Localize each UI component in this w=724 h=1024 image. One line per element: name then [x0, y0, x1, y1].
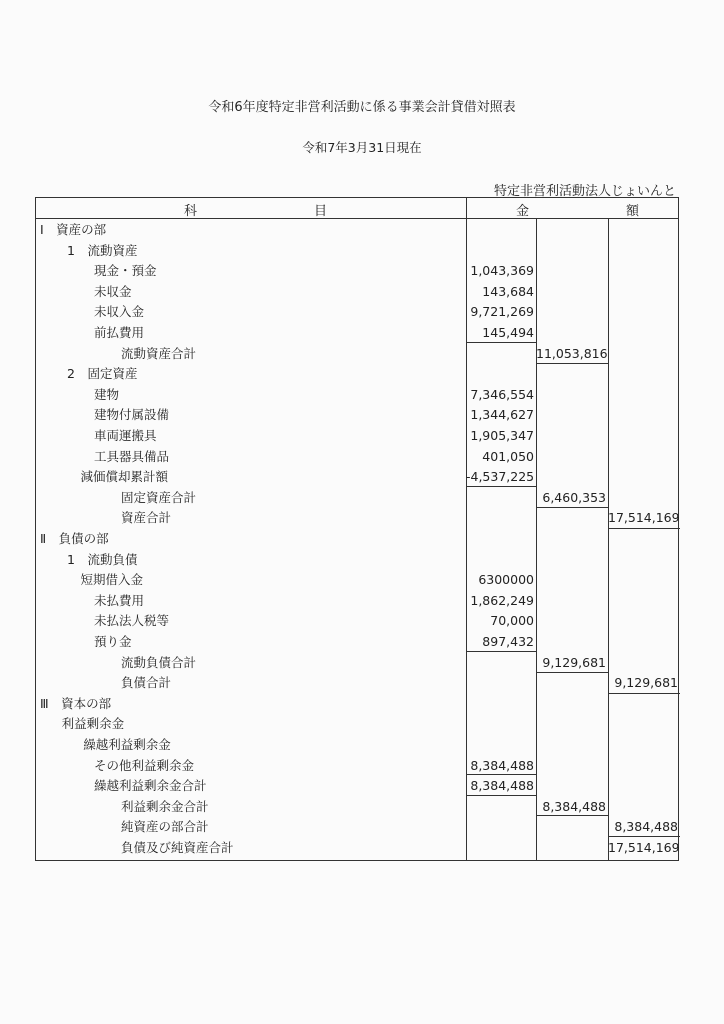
- row-label: 負債合計: [121, 675, 172, 691]
- row-label: Ⅱ 負債の部: [40, 531, 109, 546]
- amount-c1: 6300000: [478, 572, 534, 588]
- row-label: 車両運搬具: [94, 428, 157, 443]
- row-label: その他利益剰余金: [94, 757, 195, 773]
- row-label: 繰越利益剰余金: [83, 737, 171, 752]
- row-label: 建物付属設備: [94, 407, 170, 423]
- amount-c1: -4,537,225: [466, 469, 535, 485]
- amount-c1: 401,050: [482, 448, 534, 464]
- row-label: 建物: [94, 386, 120, 402]
- table-row: [36, 323, 680, 343]
- document-date: 令和7年3月31日現在: [302, 140, 422, 155]
- table-row: [36, 735, 680, 755]
- header-amount-1: 金: [516, 204, 530, 219]
- amount-c1: 8,384,488: [470, 757, 534, 773]
- table-row: [36, 447, 680, 467]
- row-label: 純資産の部合計: [121, 819, 209, 835]
- table-row: [36, 488, 680, 508]
- row-label: 未払法人税等: [94, 613, 170, 629]
- table-row: [36, 467, 680, 487]
- amount-c1: 897,432: [482, 634, 534, 649]
- amount-c1: 1,905,347: [470, 428, 534, 443]
- row-label: 利益剰余金: [61, 716, 125, 732]
- table-row: [36, 364, 680, 384]
- row-label: 利益剰余金合計: [121, 798, 209, 814]
- row-label: 繰越利益剰余金合計: [94, 778, 207, 794]
- amount-c3: 17,514,169: [608, 510, 680, 526]
- table-header: [36, 198, 678, 219]
- table-row: [36, 591, 680, 611]
- header-subject-1: 科: [184, 204, 198, 219]
- table-row: [36, 632, 680, 652]
- row-label: 2 固定資産: [67, 366, 138, 382]
- row-label: 1 流動資産: [67, 242, 138, 258]
- row-label: 短期借入金: [80, 572, 144, 588]
- row-label: 前払費用: [94, 325, 145, 340]
- row-label: 流動資産合計: [121, 345, 197, 361]
- table-row: [36, 282, 680, 302]
- table-row: [36, 344, 680, 364]
- table-row: [36, 550, 680, 570]
- table-row: [36, 405, 680, 425]
- amount-c3: 17,514,169: [608, 840, 680, 855]
- amount-c1: 70,000: [490, 613, 534, 629]
- amount-c1: 1,344,627: [470, 407, 534, 423]
- table-row: [36, 756, 680, 776]
- amount-c2: 11,053,816: [536, 345, 608, 361]
- row-label: 1 流動負債: [67, 551, 138, 567]
- row-label: 未払費用: [94, 592, 145, 608]
- table-row: [36, 508, 680, 528]
- table-row: [36, 817, 680, 837]
- table-row: [36, 694, 680, 714]
- document-title: 令和6年度特定非営利活動に係る事業会計貸借対照表: [208, 100, 516, 115]
- row-label: 未収金: [94, 283, 132, 299]
- row-label: 資産合計: [121, 510, 172, 526]
- row-label: 預り金: [94, 634, 132, 649]
- row-label: 現金・預金: [94, 263, 157, 279]
- table-row: [36, 385, 680, 405]
- table-row: [36, 261, 680, 281]
- amount-c1: 9,721,269: [470, 304, 534, 320]
- table-row: [36, 797, 680, 817]
- organization-name: 特定非営利活動法人じょいんと: [493, 184, 676, 199]
- table-row: [36, 220, 680, 240]
- row-label: Ⅰ 資産の部: [40, 222, 107, 237]
- amount-c1: 8,384,488: [470, 778, 534, 794]
- row-label: Ⅲ 資本の部: [40, 695, 112, 711]
- balance-sheet-table: [35, 197, 679, 861]
- row-label: 未収入金: [94, 304, 145, 320]
- row-label: 減価償却累計額: [80, 469, 169, 485]
- row-label: 負債及び純資産合計: [121, 840, 234, 855]
- table-row: [36, 673, 680, 693]
- table-row: [36, 302, 680, 322]
- amount-c3: 8,384,488: [614, 819, 678, 835]
- amount-c2: 6,460,353: [542, 489, 606, 505]
- amount-c3: 9,129,681: [614, 675, 678, 691]
- header-amount-2: 額: [626, 204, 640, 219]
- amount-c1: 143,684: [482, 283, 534, 299]
- table-row: [36, 611, 680, 631]
- table-row: [36, 570, 680, 590]
- row-label: 工具器具備品: [94, 448, 170, 464]
- amount-c1: 1,862,249: [470, 592, 534, 608]
- header-subject-2: 目: [314, 204, 328, 219]
- table-row: [36, 653, 680, 673]
- table-row: [36, 714, 680, 734]
- row-label: 流動負債合計: [121, 654, 197, 670]
- amount-c2: 8,384,488: [542, 798, 606, 814]
- table-row: [36, 776, 680, 796]
- table-row: [36, 241, 680, 261]
- table-row: [36, 529, 680, 549]
- row-label: 固定資産合計: [121, 489, 197, 505]
- table-row: [36, 426, 680, 446]
- amount-c1: 7,346,554: [470, 386, 534, 402]
- amount-c1: 1,043,369: [470, 263, 534, 279]
- amount-c1: 145,494: [482, 325, 534, 340]
- table-row: [36, 838, 680, 858]
- amount-c2: 9,129,681: [542, 654, 606, 670]
